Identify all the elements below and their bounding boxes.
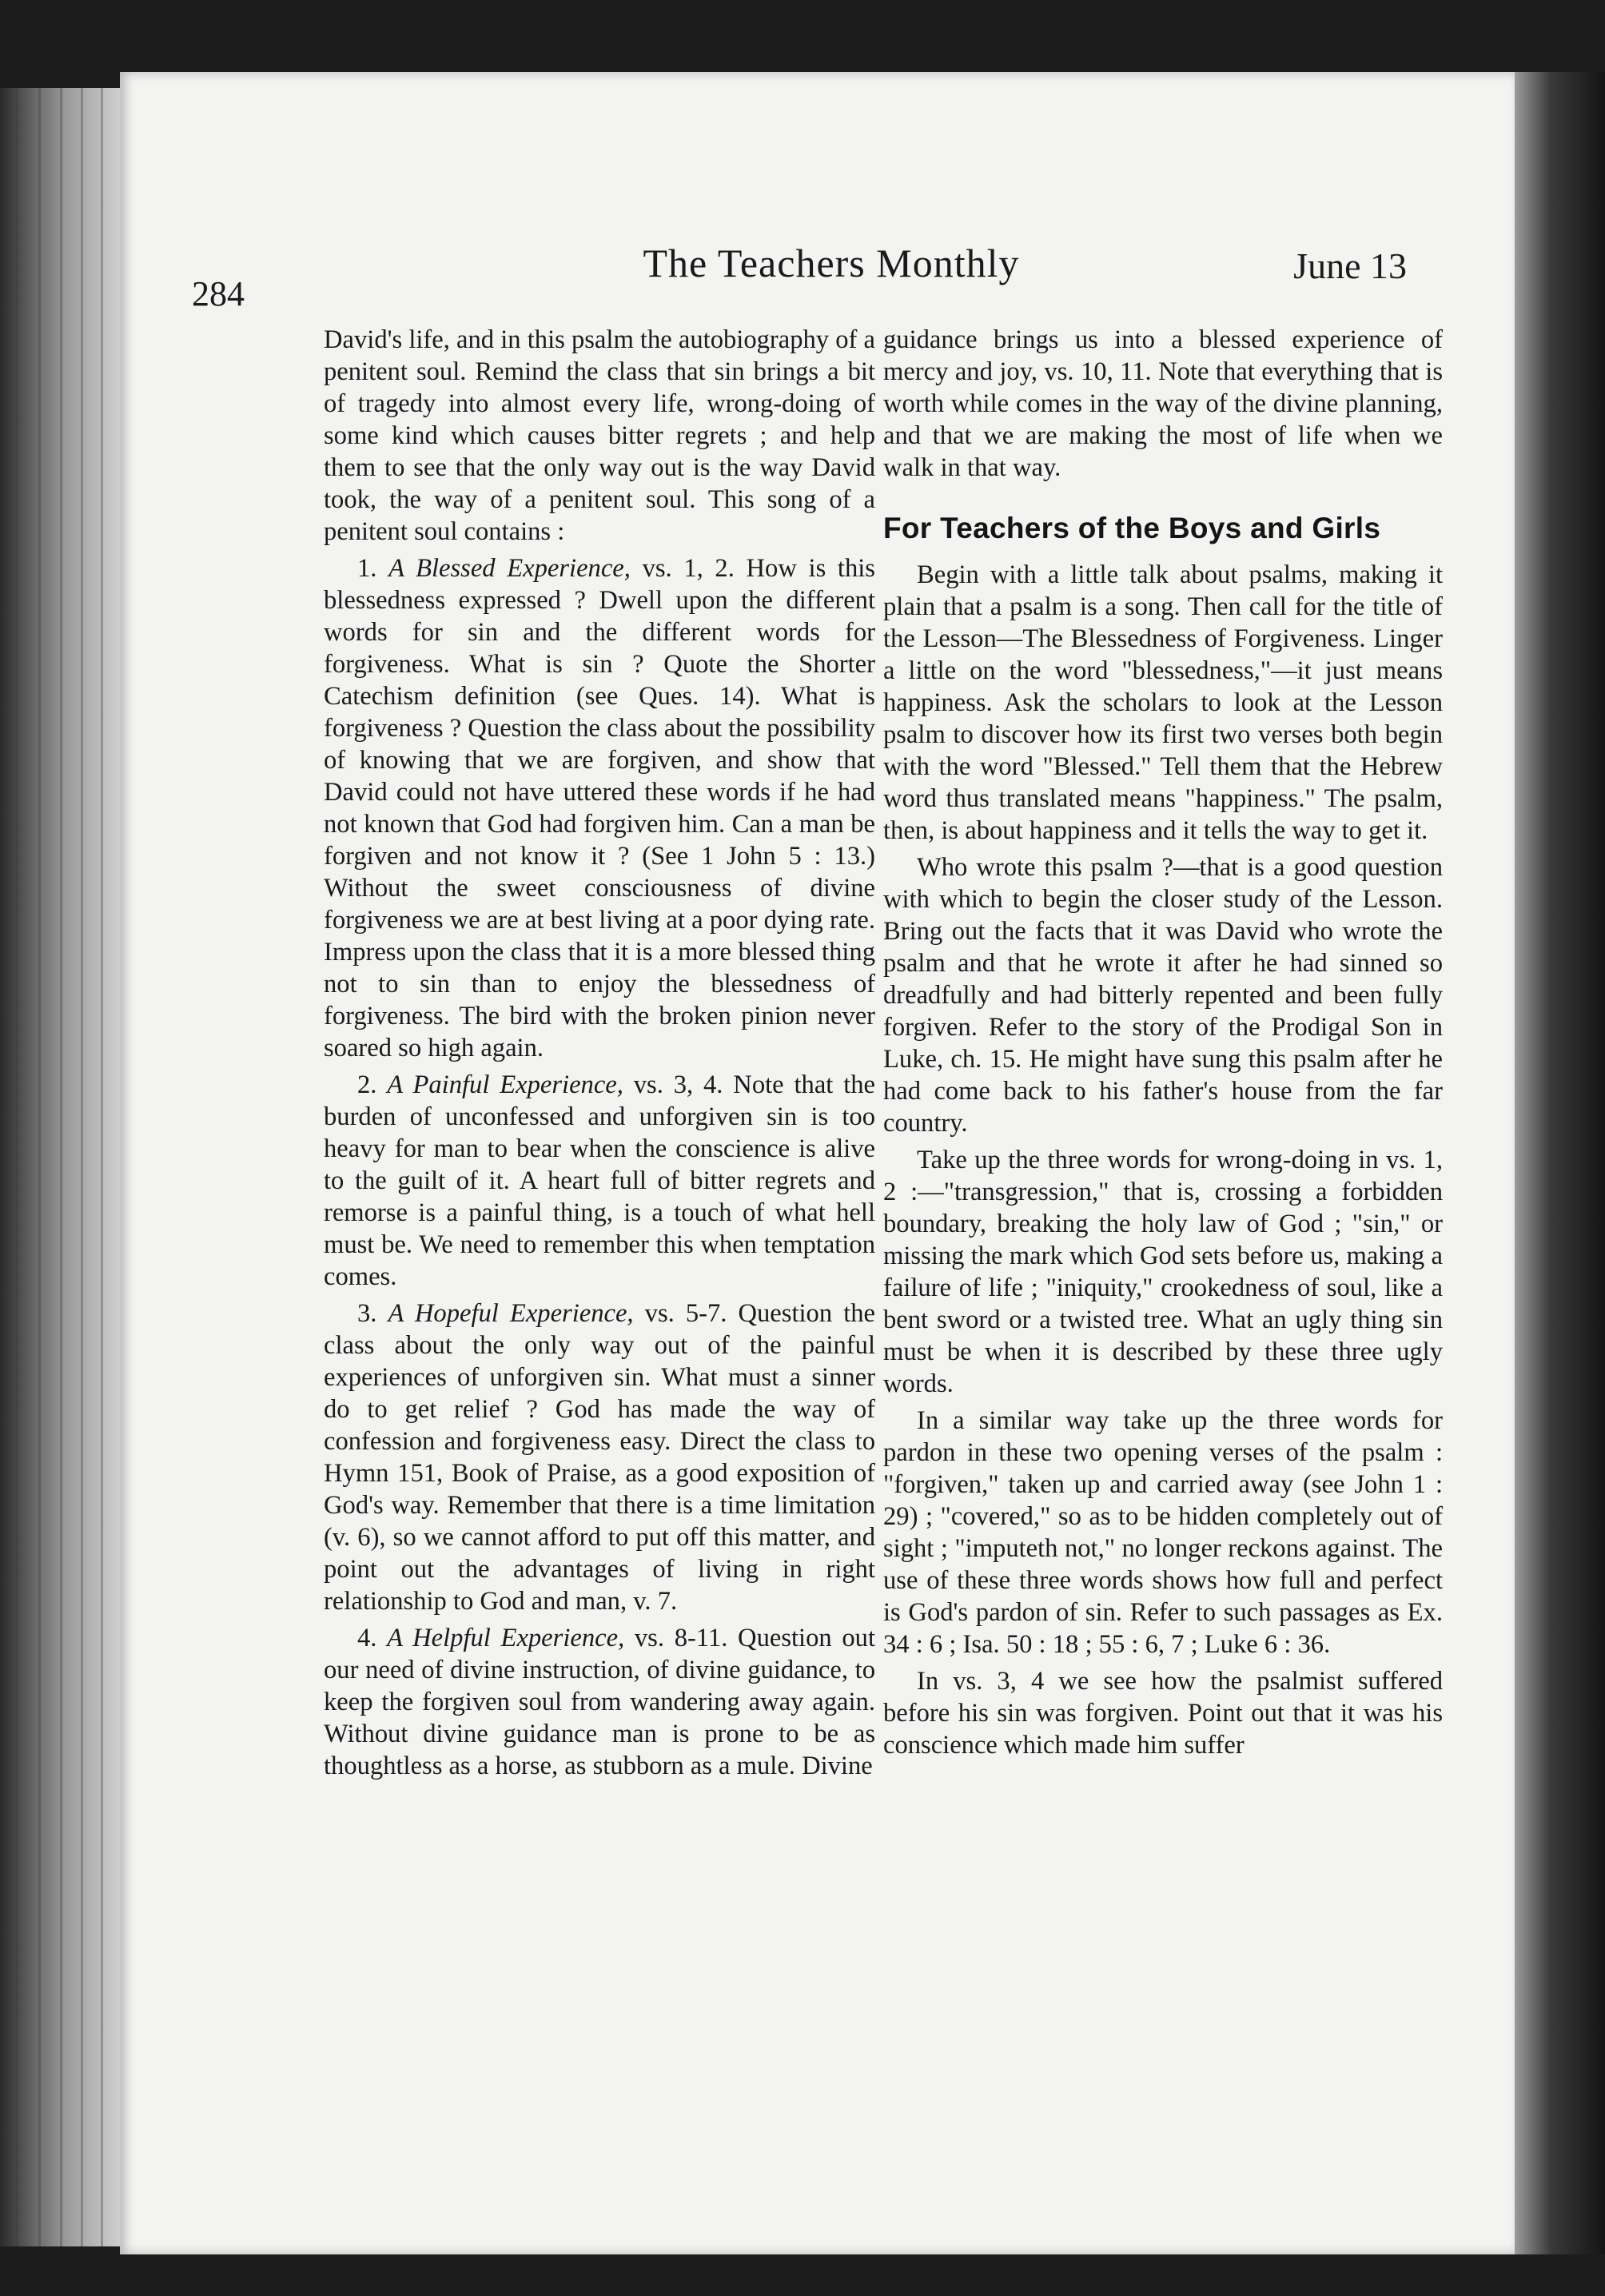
- item-number: 1.: [357, 554, 389, 583]
- paragraph: In vs. 3, 4 we see how the psalmist suffered before his sin was forgiven. Point out that it was his conscience which made him suffer: [883, 1667, 1443, 1760]
- paragraph: Begin with a little talk about psalms, making it plain that a psalm is a song. Then call for the title of the Lesson—The Blessedness of Forgiveness. Linger a little on the word "blessedness,"—it just means happiness. Ask the scholars to look at the Lesson psalm to discover how its first two verses both begin with the word "Blessed." Tell them that the Hebrew word thus translated means "happiness." The psalm, then, is about happiness and it tells the way to get it.: [883, 560, 1443, 845]
- paragraph: Take up the three words for wrong-doing in vs. 1, 2 :—"transgression," that is, crossing a forbidden boundary, breaking the holy law of God ; "sin," or missing the mark which God sets before us, making a failure of life ; "iniquity," crookedness of soul, like a bent sword or a twisted tree. What an ugly thing sin must be when it is described by these three ugly words.: [883, 1146, 1443, 1398]
- right-column: [883, 324, 1443, 1761]
- item-title: A Blessed Experience,: [388, 554, 631, 583]
- paragraph: David's life, and in this psalm the autobiography of a penitent soul. Remind the class that sin brings a bit of tragedy into almost every life, wrong-doing of some kind which causes bitter regrets ; and help them to see that the only way out is the way David took, the way of a penitent soul. This song of a penitent soul contains :: [324, 325, 875, 546]
- book-page-edges: [0, 88, 120, 2246]
- left-column: [324, 324, 875, 1782]
- paragraph: guidance brings us into a blessed experience of mercy and joy, vs. 10, 11. Note that everything that is worth while comes in the way of the divine planning, and that we are making the most of life when we walk in that way.: [883, 325, 1443, 482]
- paragraph: [324, 552, 875, 1064]
- item-text: vs. 5-7. Question the class about the only way out of the painful experiences of unforgiven sin. What must a sinner do to get relief ? God has made the way of confession and forgiveness easy. Direct the class to Hymn 151, Book of Praise, as a good exposition of God's way. Remember that there is a time limitation (v. 6), so we cannot afford to put off this matter, and point out the advantages of living in right relationship to God and man, v. 7.: [324, 1299, 876, 1616]
- issue-date: June 13: [1293, 245, 1407, 286]
- item-text: vs. 3, 4. Note that the burden of unconfessed and unforgiven sin is too heavy for man to bear when the conscience is alive to the guilt of it. A heart full of bitter regrets and remorse is a painful thing, is a touch of what hell must be. We need to remember this when temptation comes.: [324, 1070, 876, 1291]
- paragraph: [324, 1297, 875, 1617]
- running-title: The Teachers Monthly: [643, 241, 1020, 285]
- item-number: 2.: [357, 1070, 388, 1099]
- book-binding-shadow: [1515, 72, 1605, 2254]
- paragraph: [324, 1069, 875, 1293]
- page-number: 284: [192, 274, 245, 313]
- paragraph: [324, 1622, 875, 1782]
- page-header: [192, 240, 1407, 312]
- item-text: vs. 8-11. Question out our need of divine instruction, of divine guidance, to keep the forgiven soul from wandering away again. Without divine guidance man is prone to be as thoughtless as a horse, as stubborn as a mule. Divine: [324, 1624, 875, 1780]
- item-number: 4.: [357, 1624, 388, 1652]
- item-title: A Hopeful Experience,: [388, 1299, 634, 1328]
- item-text: vs. 1, 2. How is this blessedness expressed ? Dwell upon the different words for sin and the different words for forgiveness. What is sin ? Quote the Shorter Catechism definition (see Ques. 14). What is forgiveness ? Question the class about the possibility of knowing that we are forgiven, and show that David could not have uttered these words if he had not known that God had forgiven him. Can a man be forgiven and not know it ? (See 1 John 5 : 13.) Without the sweet consciousness of divine forgiveness we are at best living at a poor dying rate. Impress upon the class that it is a more blessed thing not to sin than to enjoy the blessedness of forgiveness. The bird with the broken pinion never soared so high again.: [324, 554, 875, 1062]
- paragraph: Who wrote this psalm ?—that is a good question with which to begin the closer study of the Lesson. Bring out the facts that it was David who wrote the psalm and that he wrote it after he had sinned so dreadfully and had bitterly repented and been fully forgiven. Refer to the story of the Prodigal Son in Luke, ch. 15. He might have sung this psalm after he had come back to his father's house from the far country.: [883, 853, 1443, 1138]
- paragraph: In a similar way take up the three words for pardon in these two opening verses of the psalm : "forgiven," taken up and carried away (see John 1 : 29) ; "covered," so as to be hidden completely out of sight ; "imputeth not," no longer reckons against. The use of these three words shows how full and perfect is God's pardon of sin. Refer to such passages as Ex. 34 : 6 ; Isa. 50 : 18 ; 55 : 6, 7 ; Luke 6 : 36.: [883, 1406, 1443, 1659]
- item-number: 3.: [357, 1299, 388, 1328]
- item-title: A Painful Experience,: [387, 1070, 623, 1099]
- section-heading: For Teachers of the Boys and Girls: [883, 512, 1381, 544]
- item-title: A Helpful Experience,: [387, 1624, 625, 1652]
